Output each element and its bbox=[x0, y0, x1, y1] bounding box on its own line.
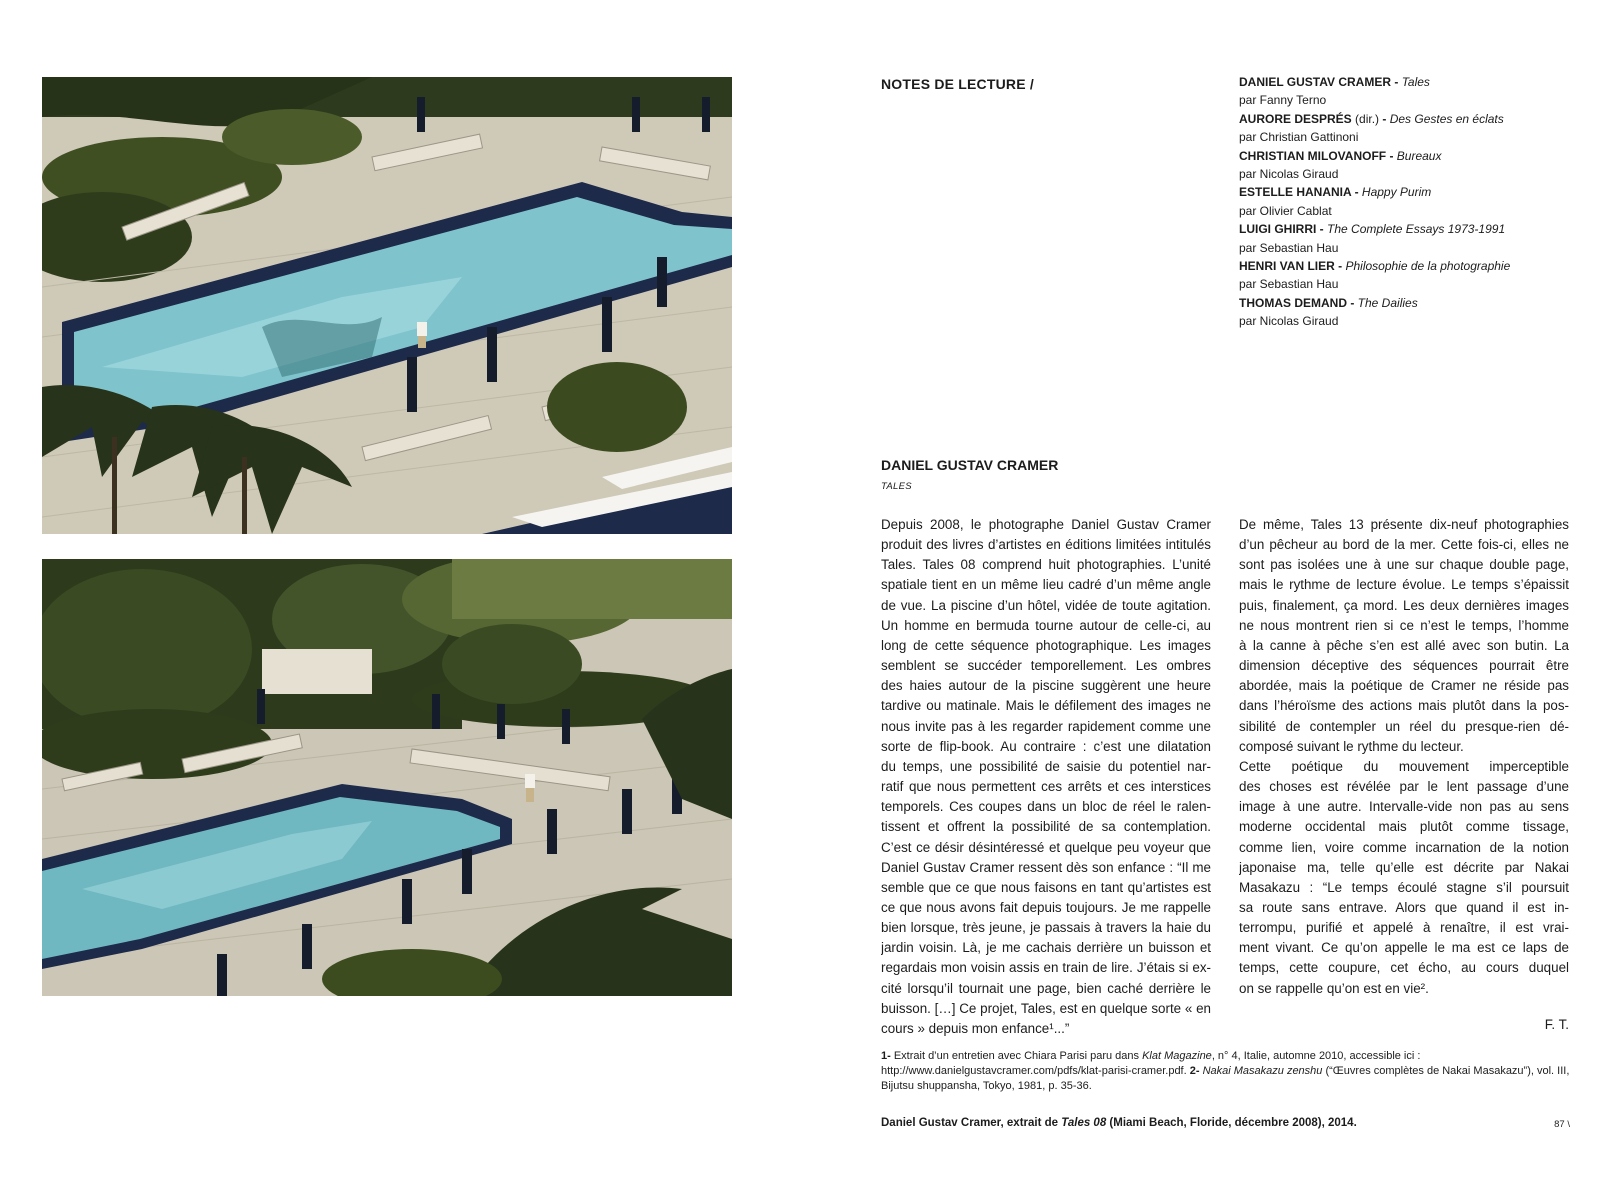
contents-separator: - bbox=[1347, 295, 1358, 310]
text-line: sa route sans entrave. Alors que quand il est in- bbox=[1239, 899, 1569, 915]
contents-reviewer: par Sebastian Hau bbox=[1239, 277, 1339, 292]
author-initials: F. T. bbox=[1544, 1017, 1569, 1032]
contents-entry bbox=[1239, 220, 1579, 238]
contents-reviewer: par Christian Gattinoni bbox=[1239, 130, 1359, 145]
text-line: japonaise ma, telle qu’elle est décrite par Nakai bbox=[1239, 859, 1569, 875]
contents-entry bbox=[1239, 147, 1579, 165]
text-line: bien lorsque, très jeune, je passais à travers la haie du bbox=[881, 920, 1211, 936]
article-column-left bbox=[881, 515, 1211, 1039]
footnote-1-magazine: Klat Magazine bbox=[1142, 1050, 1212, 1062]
contents-reviewer: par Olivier Cablat bbox=[1239, 203, 1332, 218]
contents-author: THOMAS DEMAND bbox=[1239, 295, 1347, 310]
text-line: image à une autre. Intervalle-vide non pas au sens bbox=[1239, 799, 1569, 815]
text-line: semblent se succéder temporellement. Les ombres bbox=[881, 658, 1211, 674]
text-line: sibilité de contempler un réel du presque-rien dé- bbox=[1239, 718, 1569, 734]
footnote-1-marker: 1- bbox=[881, 1050, 891, 1062]
text-line: temps, cette coupure, cet écho, au cours duquel bbox=[1239, 960, 1569, 976]
footnotes bbox=[881, 1049, 1571, 1095]
text-line: sont pas isolées une à une sur chaque double page, bbox=[1239, 557, 1569, 573]
contents-author: ESTELLE HANANIA bbox=[1239, 185, 1352, 200]
contents-title: The Complete Essays 1973-1991 bbox=[1327, 222, 1506, 237]
text-line: composé suivant le rythme du lecteur. bbox=[1239, 738, 1464, 754]
contents-separator: - bbox=[1379, 111, 1390, 126]
article-column-right bbox=[1239, 515, 1569, 999]
text-line: on se rappelle qu’on est en vie². bbox=[1239, 980, 1429, 996]
text-line: tissent et offrent la possibilité de sa contemplation. bbox=[881, 819, 1211, 835]
text-line: mais le rythme de lecture évolue. Le temps s’épaissit bbox=[1239, 577, 1569, 593]
text-line: ment vivant. Ce qu’on appelle le ma est ce laps de bbox=[1239, 940, 1569, 956]
text-line: des haies autour de la piscine suggèrent une heure bbox=[881, 678, 1211, 694]
contents-note: (dir.) bbox=[1355, 111, 1380, 126]
contents-title: Des Gestes en éclats bbox=[1389, 111, 1504, 126]
contents-entry bbox=[1239, 183, 1579, 201]
pool-photo-top bbox=[42, 77, 732, 534]
contents-author: LUIGI GHIRRI bbox=[1239, 222, 1317, 237]
caption-suffix: (Miami Beach, Floride, décembre 2008), 2014. bbox=[1106, 1117, 1357, 1129]
contents-entry bbox=[1239, 257, 1579, 275]
text-line: abordée, mais la poétique de Cramer ne réside pas bbox=[1239, 678, 1569, 694]
contents-entry bbox=[1239, 294, 1579, 312]
text-line: de vue. La piscine d’un hôtel, vidée de toute agitation. bbox=[881, 597, 1211, 613]
text-line: Un homme en bermuda tourne autour de celle-ci, au bbox=[881, 617, 1211, 633]
article-subtitle: TALES bbox=[881, 481, 912, 492]
text-line: dans l’héroïsme des actions mais plutôt dans la pos- bbox=[1239, 698, 1569, 714]
contents-title: Philosophie de la photographie bbox=[1345, 259, 1511, 274]
text-line: puis, finalement, ça mord. Les deux dernières images bbox=[1239, 597, 1569, 613]
text-line: C’est ce désir désintéressé et quelque peu voyeur que bbox=[881, 839, 1211, 855]
text-line: moderne occidental mais plutôt comme tissage, bbox=[1239, 819, 1569, 835]
text-line: spatiale tient en un même lieu cadré d’un même angle bbox=[881, 577, 1211, 593]
contents-separator: - bbox=[1316, 222, 1328, 237]
text-line: tardive ou matinale. Mais le défilement des images ne bbox=[881, 698, 1211, 714]
contents-separator: - bbox=[1351, 185, 1362, 200]
text-line: des choses est révélée par le lent passage d’une bbox=[1239, 779, 1569, 795]
text-line: sorte de flip-book. Au contraire : c’est une dilatation bbox=[881, 738, 1211, 754]
caption-title: Tales 08 bbox=[1061, 1117, 1107, 1129]
text-line: Tales. Tales 08 comprend huit photographies. L’unité bbox=[881, 557, 1211, 573]
contents-title: The Dailies bbox=[1357, 295, 1418, 310]
contents-reviewer: par Nicolas Giraud bbox=[1239, 314, 1339, 329]
text-line: buisson. […] Ce projet, Tales, est en quelque sorte « en bbox=[881, 1000, 1211, 1016]
footnote-1-text-end: , n° 4, Italie, automne 2010, accessible ici : http://www.danielgustavcramer.com/pdfs/klat-parisi-cramer.pdf. bbox=[881, 1050, 1421, 1078]
footnote-2-text: (“Œuvres complètes de Nakai Masakazu”), vol. III, Bijutsu shuppansha, Tokyo, 1981, p. 35-36. bbox=[881, 1065, 1570, 1093]
contents-separator: - bbox=[1334, 259, 1346, 274]
contents-list bbox=[1239, 73, 1579, 331]
text-line: De même, Tales 13 présente dix-neuf photographies bbox=[1239, 517, 1569, 532]
contents-reviewer: par Nicolas Giraud bbox=[1239, 167, 1339, 182]
contents-title: Bureaux bbox=[1396, 148, 1442, 163]
footnote-2-marker: 2- bbox=[1189, 1065, 1200, 1078]
text-line: ratif que nous permettent ces arrêts et ces interstices bbox=[881, 779, 1211, 795]
contents-reviewer: par Sebastian Hau bbox=[1239, 240, 1339, 255]
text-line: long de cette séquence photographique. Les images bbox=[881, 637, 1211, 653]
text-line: ce que nous avons fait depuis toujours. Je me rappelle bbox=[881, 899, 1211, 915]
text-line: Cette poétique du mouvement imperceptible bbox=[1239, 758, 1569, 774]
text-line: semble que ce que nous faisons en tant qu’artistes est bbox=[881, 879, 1211, 895]
text-line: cours » depuis mon enfance¹...” bbox=[881, 1020, 1070, 1036]
section-label: NOTES DE LECTURE / bbox=[881, 76, 1034, 92]
article-title: DANIEL GUSTAV CRAMER bbox=[881, 457, 1059, 473]
text-line: dimension déceptive des séquences pourrait être bbox=[1239, 658, 1569, 674]
contents-author: AURORE DESPRÉS bbox=[1239, 111, 1352, 126]
text-line: jardin voisin. Là, je me cachais derrière un buisson et bbox=[881, 940, 1211, 956]
contents-author: DANIEL GUSTAV CRAMER bbox=[1239, 75, 1392, 89]
text-line: regardais mon voisin assis en train de lire. J’étais si ex- bbox=[881, 960, 1211, 976]
contents-title: Happy Purim bbox=[1361, 185, 1432, 200]
text-line: comme lien, voire comme incarnation de la notion bbox=[1239, 839, 1569, 855]
contents-title: Tales bbox=[1401, 75, 1430, 89]
text-line: à la canne à pêche s’en est allé avec son butin. La bbox=[1239, 637, 1569, 653]
pool-photo-bottom bbox=[42, 559, 732, 996]
footnote-1-text: Extrait d’un entretien avec Chiara Parisi paru dans bbox=[890, 1050, 1143, 1062]
contents-author: CHRISTIAN MILOVANOFF bbox=[1239, 148, 1387, 163]
photo-caption bbox=[881, 1117, 1357, 1129]
text-line: nous invite pas à les regarder rapidement comme une bbox=[881, 718, 1211, 734]
caption-prefix: Daniel Gustav Cramer, extrait de bbox=[881, 1117, 1062, 1129]
text-line: d’un pêcheur au bord de la mer. Cette fois-ci, elles ne bbox=[1239, 537, 1569, 553]
text-line: ne nous montrent rien si ce n’est le temps, l’homme bbox=[1239, 617, 1569, 633]
text-line: terrompu, purifié et appelé à renaître, il est vrai- bbox=[1239, 920, 1569, 936]
contents-separator: - bbox=[1391, 75, 1402, 89]
text-line: Masakazu : “Le temps écoulé stagne s’il poursuit bbox=[1239, 879, 1569, 895]
text-line: du temps, une possibilité de saisie du potentiel nar- bbox=[881, 758, 1211, 774]
text-line: cité lorsqu’il tournait une page, bien caché derrière le bbox=[881, 980, 1211, 996]
contents-entry bbox=[1239, 110, 1579, 128]
page-number: 87 \ bbox=[1554, 1119, 1570, 1130]
text-line: Depuis 2008, le photographe Daniel Gustav Cramer bbox=[881, 517, 1211, 532]
text-line: Daniel Gustav Cramer ressent dès son enfance : “Il me bbox=[881, 859, 1211, 875]
contents-entry bbox=[1239, 73, 1579, 91]
contents-reviewer: par Fanny Terno bbox=[1239, 93, 1327, 108]
text-line: temporels. Ces coupes dans un bloc de réel le ralen- bbox=[881, 799, 1211, 815]
contents-author: HENRI VAN LIER bbox=[1239, 259, 1335, 274]
footnote-2-title: Nakai Masakazu zenshu bbox=[1199, 1065, 1323, 1078]
text-line: produit des livres d’artistes en éditions limitées intitulés bbox=[881, 537, 1211, 553]
contents-separator: - bbox=[1386, 148, 1397, 163]
